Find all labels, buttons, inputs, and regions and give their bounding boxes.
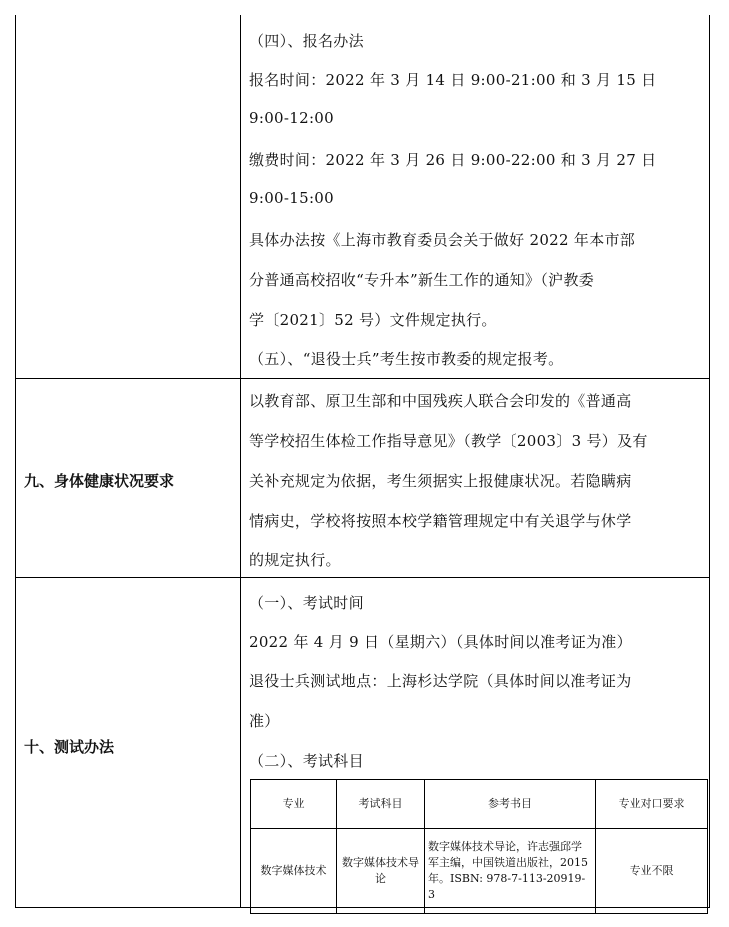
veteran-heading: （五）、“退役士兵”考生按市教委的规定报考。 <box>249 350 564 368</box>
health-line-4: 情病史，学校将按照本校学籍管理规定中有关退学与休学 <box>249 512 632 530</box>
rule-line-2: 分普通高校招收“专升本”新生工作的通知》（沪教委 <box>249 271 595 289</box>
rule-line-3: 学〔2021〕52 号）文件规定执行。 <box>249 311 497 329</box>
test-time-heading: （一）、考试时间 <box>249 594 364 612</box>
test-place-line-2: 准） <box>249 712 280 730</box>
cell-major: 数字媒体技术 <box>251 829 337 914</box>
exam-subject-table <box>250 779 708 914</box>
health-line-3: 关补充规定为依据，考生须据实上报健康状况。若隐瞒病 <box>249 472 632 490</box>
health-line-2: 等学校招生体检工作指导意见》（教学〔2003〕3 号）及有 <box>249 432 648 450</box>
row-divider-2 <box>15 577 710 578</box>
health-line-1: 以教育部、原卫生部和中国残疾人联合会印发的《普通高 <box>249 392 632 410</box>
rule-line-1: 具体办法按《上海市教育委员会关于做好 2022 年本市部 <box>249 231 636 249</box>
test-subject-heading: （二）、考试科目 <box>249 752 364 770</box>
table-row <box>251 829 708 914</box>
row-divider-1 <box>15 378 710 379</box>
registration-time-line-1: 报名时间：2022 年 3 月 14 日 9:00-21:00 和 3 月 15 日 <box>249 71 657 89</box>
test-date-line: 2022 年 4 月 9 日（星期六）（具体时间以准考证为准） <box>249 633 632 651</box>
test-section-label: 十、测试办法 <box>24 738 115 756</box>
header-major: 专业 <box>251 780 337 829</box>
header-requirement: 专业对口要求 <box>596 780 708 829</box>
payment-time-line-1: 缴费时间：2022 年 3 月 26 日 9:00-22:00 和 3 月 27 日 <box>249 151 657 169</box>
health-section-label: 九、身体健康状况要求 <box>24 472 175 490</box>
cell-subject: 数字媒体技术导论 <box>337 829 425 914</box>
column-divider <box>240 15 241 908</box>
registration-time-line-2: 9:00-12:00 <box>249 109 334 127</box>
cell-requirement: 专业不限 <box>596 829 708 914</box>
table-header-row <box>251 780 708 829</box>
enroll-heading: （四）、报名办法 <box>249 32 364 50</box>
health-line-5: 的规定执行。 <box>249 551 341 569</box>
cell-reference: 数字媒体技术导论，许志强邱学军主编，中国铁道出版社，2015 年。ISBN: 978-7-113-20919-3 <box>425 829 596 914</box>
header-subject: 考试科目 <box>337 780 425 829</box>
payment-time-line-2: 9:00-15:00 <box>249 189 334 207</box>
test-place-line-1: 退役士兵测试地点：上海杉达学院（具体时间以准考证为 <box>249 672 632 690</box>
header-reference: 参考书目 <box>425 780 596 829</box>
